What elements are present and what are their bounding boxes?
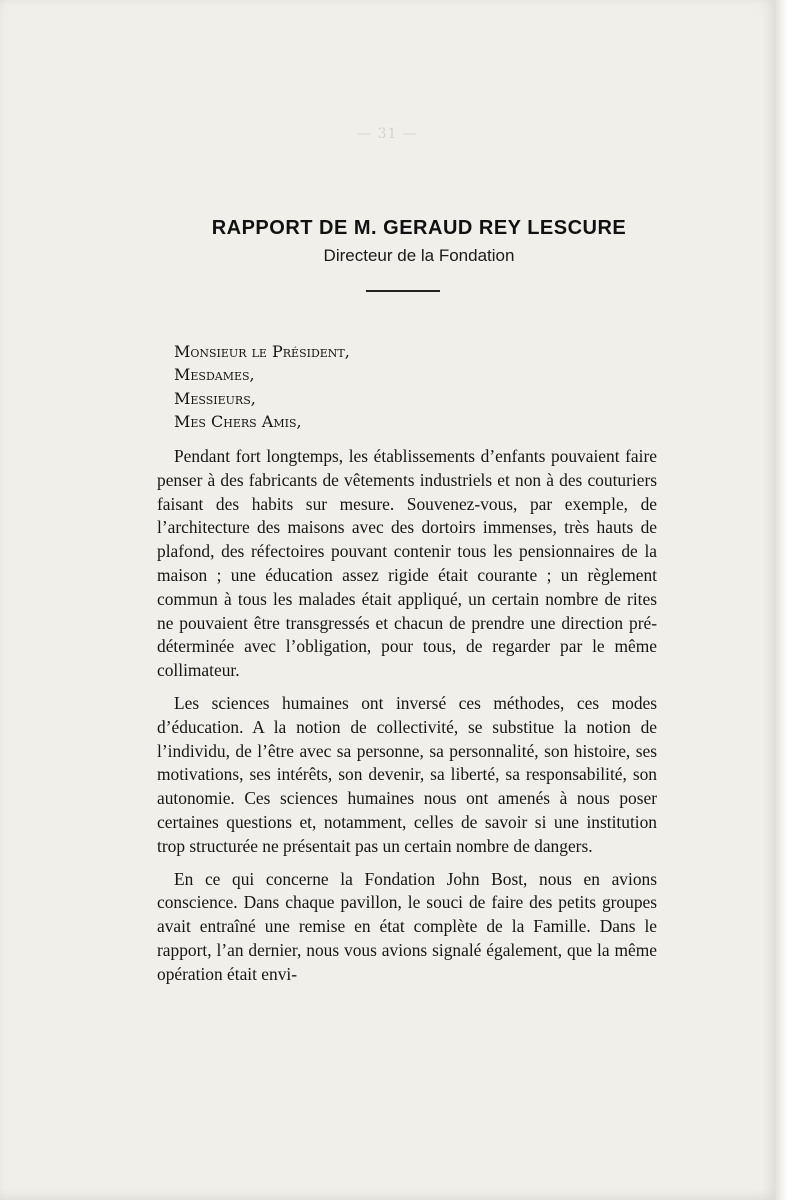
report-subtitle: Directeur de la Fondation — [323, 246, 515, 265]
salutation-line: Mes Chers Amis, — [174, 412, 302, 432]
report-body — [157, 445, 657, 996]
title-divider — [366, 290, 440, 292]
page-edge — [775, 0, 788, 1200]
salutation-line: Monsieur le Président, — [174, 342, 350, 361]
body-paragraph: Les sciences humaines ont inversé ces méthodes, ces modes d’éducation. A la notion de collectivité, se substitue la notion de l’individu, de l’être avec sa personne, sa personnalité, son histoire, ses motivations, ses intérêts, son devenir, sa liberté, sa responsabilité, son autonomie. Ces sciences humaines nous ont amenés à nous poser certaines questions et, notamment, celles de savoir si une institution trop structurée ne présentait pas un certain nombre de dangers. — [157, 692, 657, 856]
body-paragraph: Pendant fort longtemps, les établissements d’enfants pouvaient faire penser à des fabricants de vêtements industriels et non à des couturiers faisant des habits sur mesure. Souvenez-vous, par exemple, de l’architecture des maisons avec des dortoirs immenses, très hauts de plafond, des réfectoires pouvant contenir tous les pensionnaires de la maison ; une éducation assez rigide était courante ; un règlement commun à tous les malades était appliqué, un certain nombre de rites ne pouvaient être transgressés et chacun de prendre une direction pré-déterminée avec l’obligation, pour tous, de regarder par le même collimateur. — [157, 446, 657, 681]
report-title: RAPPORT DE M. GERAUD REY LESCURE — [211, 217, 627, 239]
body-paragraph: En ce qui concerne la Fondation John Bost, nous en avions conscience. Dans chaque pavillon, le souci de faire des petits groupes avait entraîné une remise en état complète de la Famille. Dans le rapport, l’an dernier, nous vous avions signalé également, que la même opération était envi- — [157, 868, 657, 984]
page-number: — 31 — — [357, 126, 418, 142]
salutation-block — [174, 340, 350, 434]
salutation-line: Mesdames, — [174, 365, 255, 385]
salutation-line: Messieurs, — [174, 388, 256, 408]
